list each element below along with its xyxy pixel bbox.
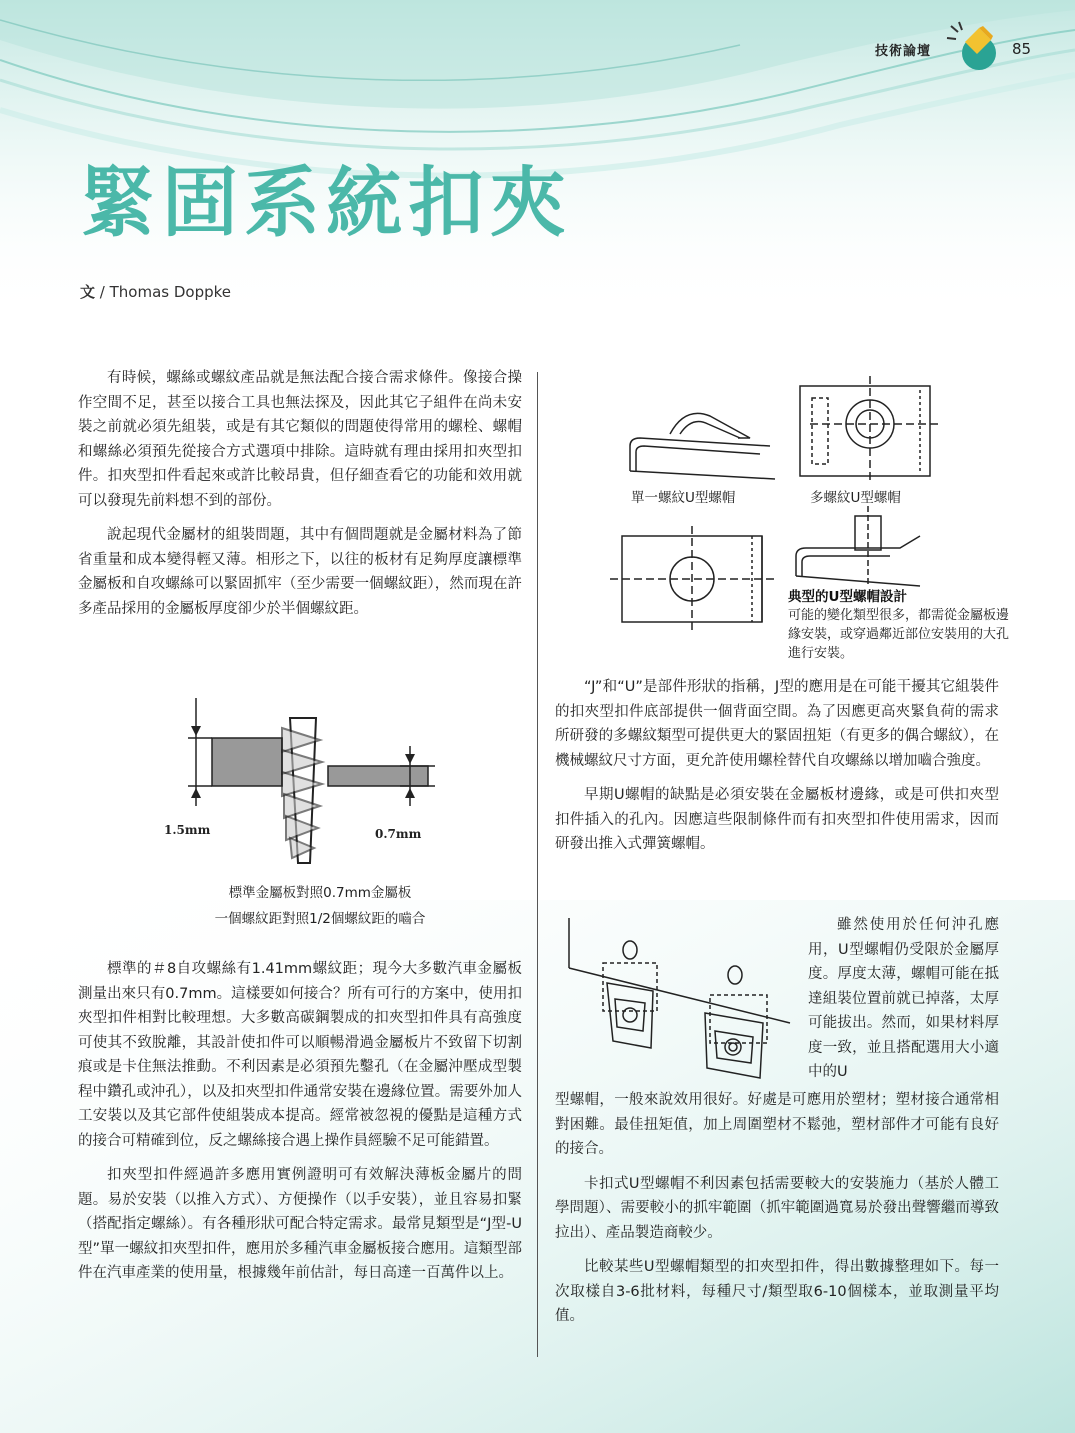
paragraph: 卡扣式U型螺帽不利因素包括需要較大的安裝施力（基於人體工學問題）、需要較小的抓牢範圍（抓牢範圍過寬易於發出聲響繼而導致拉出）、產品製造商較少。 (555, 1175, 999, 1241)
paragraph-continued: 型螺帽，一般來說效用很好。好處是可應用於塑材；塑材接合通常相對困難。最佳扭矩值，加上周圍塑材不鬆弛，塑材部件才可能有良好的接合。 (555, 1092, 999, 1157)
author-line (80, 281, 231, 302)
right-column-bottom (555, 1088, 999, 1339)
paragraph: 標準的＃8自攻螺絲有1.41mm螺紋距；現今大多數汽車金屬板測量出來只有0.7mm。這樣要如何接合？所有可行的方案中，使用扣夾型扣件相對比較理想。大多數高碳鋼製成的扣夾型扣件具有高強度可使其不致脫離，其設計使扣件可以順暢滑過金屬板片不致留下切割痕或是卡住無法推動。不利因素是必須預先鑿孔（在金屬沖壓成型製程中鑽孔或沖孔），以及扣夾型扣件通常安裝在邊緣位置。需要外加人工安裝以及其它部件使組裝成本提高。經常被忽視的優點是這種方式的接合可精確到位，反之螺絲接合遇上操作員經驗不足可能錯置。 (78, 961, 522, 1149)
paragraph: “J”和“U”是部件形狀的指稱，J型的應用是在可能干擾其它組裝件的扣夾型扣件底部提供一個背面空間。為了因應更高夾緊負荷的需求所研發的多螺紋類型可提供更大的緊固扭矩（有更多的偶合螺紋），在機械螺紋尺寸方面，更允許使用螺栓替代自攻螺絲以增加嚙合強度。 (555, 679, 999, 769)
caption-line: 一個螺紋距對照1/2個螺紋距的嚙合 (214, 911, 426, 927)
bulb-icon (945, 20, 1005, 75)
paragraph: 扣夾型扣件經過許多應用實例證明可有效解決薄板金屬片的問題。易於安裝（以推入方式）、方便操作（以手安裝），並且容易扣緊（搭配指定螺絲）。有各種形狀可配合特定需求。最常見類型是“J型-U型”單一螺紋扣夾型扣件，應用於多種汽車金屬板接合應用。這類型部件在汽車產業的使用量，根據幾年前估計，每日高達一百萬件以上。 (78, 1167, 522, 1281)
left-column-top (78, 366, 522, 631)
thin-sheet-label: 0.7mm (375, 827, 422, 841)
paragraph: 有時候，螺絲或螺紋產品就是無法配合接合需求條件。像接合操作空間不足，甚至以接合工具也無法探及，因此其它子組件在尚未安裝之前就必須先組裝，或是有其它類似的問題使得常用的螺栓、螺帽和螺絲必須預先從接合方式選項中排除。這時就有理由採用扣夾型扣件。扣夾型扣件看起來或許比較昂貴，但仔細查看它的功能和效用就可以發現先前料想不到的部份。 (78, 370, 522, 509)
paragraph: 早期U螺帽的缺點是必須安裝在金屬板材邊緣，或是可供扣夾型扣件插入的孔內。因應這些限制條件而有扣夾型扣件使用需求，因而研發出推入式彈簧螺帽。 (555, 787, 999, 852)
multi-thread-label: 多螺紋U型螺帽 (810, 490, 901, 506)
left-column-bottom (78, 957, 522, 1296)
paragraph: 說起現代金屬材的組裝問題，其中有個問題就是金屬材料為了節省重量和成本變得輕又薄。相形之下，以往的板材有足夠厚度讓標準金屬板和自攻螺絲可以緊固抓牢（至少需要一個螺紋距），然而現在許多產品採用的金屬板厚度卻少於半個螺紋距。 (78, 527, 522, 617)
figure-caption-title: 典型的U型螺帽設計 (788, 589, 907, 605)
caption-line: 標準金屬板對照0.7mm金屬板 (228, 885, 412, 901)
thick-sheet-label: 1.5mm (164, 823, 211, 837)
right-column-wrap (808, 913, 999, 1085)
figure-caption (160, 880, 480, 932)
right-column-top (555, 675, 999, 867)
figure-caption-body: 可能的變化類型很多，都需從金屬板邊緣安裝，或穿過鄰近部位安裝用的大孔進行安裝。 (788, 608, 1010, 661)
page-number: 85 (1012, 40, 1032, 58)
article-title: 緊固系統扣夾 (80, 158, 572, 247)
paragraph: 比較某些U型螺帽類型的扣夾型扣件，得出數據整理如下。每一次取樣自3-6批材料，每種尺寸/類型取6-10個樣本，並取測量平均值。 (555, 1259, 999, 1324)
author-name: / Thomas Doppke (95, 283, 231, 301)
push-in-spring-nut-figure (555, 913, 800, 1083)
single-thread-label: 單一螺紋U型螺帽 (631, 490, 736, 506)
author-prefix: 文 (80, 283, 96, 301)
section-label: 技術論壇 (875, 44, 932, 59)
thread-engagement-figure (160, 688, 460, 878)
paragraph: 雖然使用於任何沖孔應用，U型螺帽仍受限於金屬厚度。厚度太薄，螺帽可能在抵達組裝位置前就已掉落，太厚可能拔出。然而，如果材料厚度一致，並且搭配選用大小適中的U (808, 917, 999, 1080)
column-divider (537, 372, 538, 1357)
